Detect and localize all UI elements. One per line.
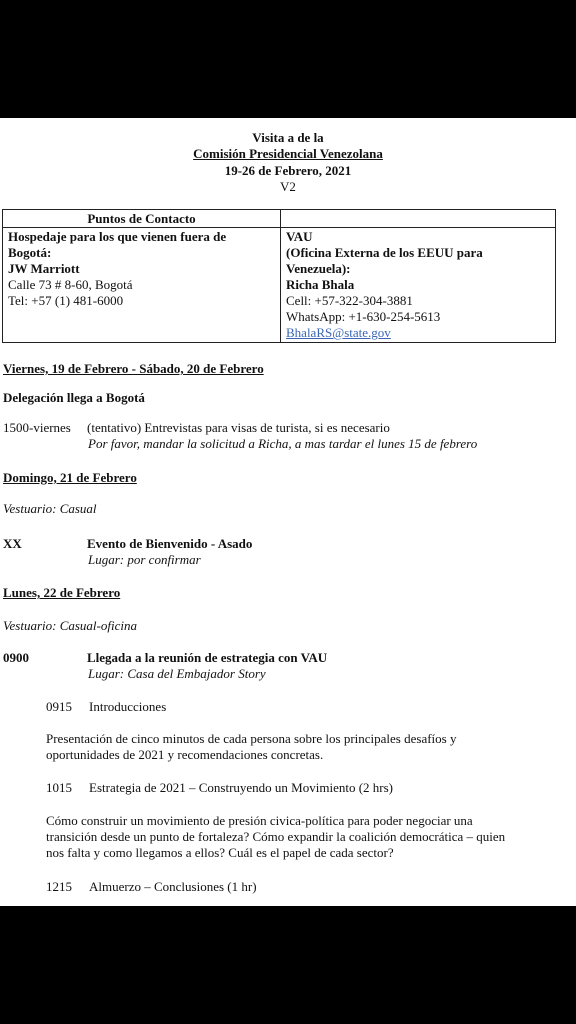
vau-contact-cell bbox=[286, 229, 554, 341]
schedule-item: (tentativo) Entrevistas para visas de turista, si es necesario bbox=[87, 420, 390, 435]
hotel-phone: Tel: +57 (1) 481-6000 bbox=[8, 293, 124, 308]
day-heading: Lunes, 22 de Febrero bbox=[3, 585, 121, 600]
schedule-time: 0900 bbox=[3, 650, 29, 665]
contact-caption: Puntos de Contacto bbox=[87, 211, 196, 226]
day-heading: Viernes, 19 de Febrero - Sábado, 20 de Febrero bbox=[3, 361, 264, 376]
lodging-heading: Hospedaje para los que vienen fuera de bbox=[8, 229, 227, 244]
contact-person: Richa Bhala bbox=[286, 277, 355, 292]
hotel-name: JW Marriott bbox=[8, 261, 80, 276]
lodging-heading-city: Bogotá: bbox=[8, 245, 52, 260]
vau-office-cont: Venezuela): bbox=[286, 261, 351, 276]
table-divider bbox=[280, 210, 281, 342]
vau-heading: VAU bbox=[286, 229, 313, 244]
schedule-item: Almuerzo – Conclusiones (1 hr) bbox=[89, 879, 257, 894]
contact-email-link[interactable]: BhalaRS@state.gov bbox=[286, 325, 391, 340]
doc-title-commission: Comisión Presidencial Venezolana bbox=[193, 146, 383, 161]
schedule-time: 1215 bbox=[46, 879, 72, 894]
day-heading: Domingo, 21 de Febrero bbox=[3, 470, 137, 485]
schedule-place: Lugar: Casa del Embajador Story bbox=[88, 666, 266, 681]
contact-cell: Cell: +57-322-304-3881 bbox=[286, 293, 413, 308]
section-title: Delegación llega a Bogotá bbox=[3, 390, 145, 405]
contact-whatsapp: WhatsApp: +1-630-254-5613 bbox=[286, 309, 441, 324]
schedule-time: 1015 bbox=[46, 780, 72, 795]
table-divider bbox=[3, 227, 555, 228]
vau-office: (Oficina Externa de los EEUU para bbox=[286, 245, 483, 260]
document-page bbox=[0, 118, 576, 906]
doc-title-line1: Visita a de la bbox=[252, 130, 324, 145]
schedule-event: Llegada a la reunión de estrategia con VAU bbox=[87, 650, 328, 665]
paragraph-line: transición desde un punto de fortaleza? Cómo expandir la coalición democrática – quien bbox=[46, 829, 506, 844]
schedule-item: Estrategia de 2021 – Construyendo un Movimiento (2 hrs) bbox=[89, 780, 394, 795]
paragraph-line: Presentación de cinco minutos de cada persona sobre los principales desafíos y bbox=[46, 731, 457, 746]
doc-dates: 19-26 de Febrero, 2021 bbox=[224, 163, 352, 178]
doc-version: V2 bbox=[280, 179, 296, 194]
schedule-place: Lugar: por confirmar bbox=[88, 552, 201, 567]
paragraph-line: oportunidades de 2021 y recomendaciones concretas. bbox=[46, 747, 324, 762]
schedule-time: XX bbox=[3, 536, 22, 551]
lodging-cell bbox=[8, 229, 276, 309]
paragraph-line: nos falta y como llegamos a ellos? Cuál es el papel de cada sector? bbox=[46, 845, 394, 860]
dress-code: Vestuario: Casual bbox=[3, 501, 97, 516]
schedule-time: 1500-viernes bbox=[3, 420, 71, 435]
schedule-time: 0915 bbox=[46, 699, 72, 714]
dress-code: Vestuario: Casual-oficina bbox=[3, 618, 137, 633]
schedule-note: Por favor, mandar la solicitud a Richa, a mas tardar el lunes 15 de febrero bbox=[88, 436, 478, 451]
hotel-address: Calle 73 # 8-60, Bogotá bbox=[8, 277, 133, 292]
contact-table bbox=[2, 209, 556, 343]
schedule-event: Evento de Bienvenido - Asado bbox=[87, 536, 253, 551]
paragraph-line: Cómo construir un movimiento de presión civica-política para poder negociar una bbox=[46, 813, 473, 828]
schedule-item: Introducciones bbox=[89, 699, 167, 714]
